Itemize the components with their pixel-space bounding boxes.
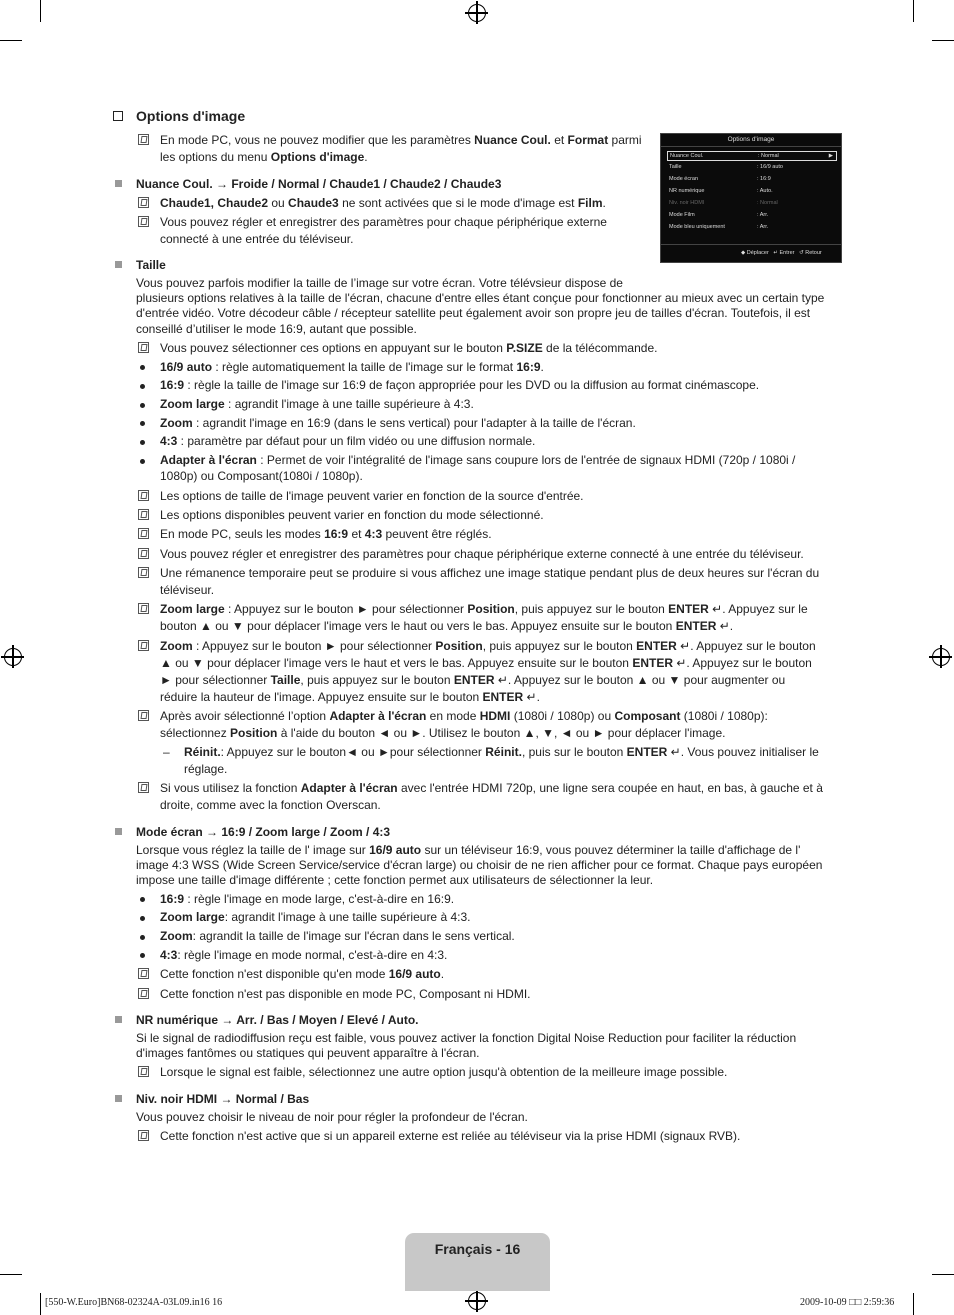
bullet-icon <box>140 953 145 958</box>
note-icon <box>138 216 149 227</box>
crop-mark <box>40 1293 41 1315</box>
taille-note-cont: téléviseur. <box>160 583 215 597</box>
nr-heading: NR numérique → Arr. / Bas / Moyen / Elevé / Auto. <box>136 1013 419 1027</box>
move-icon: ◆ <box>741 250 747 256</box>
osd-row: NR numérique : Auto. <box>669 188 773 194</box>
mode-bullet: 4:3: règle l'image en mode normal, c'est-à-dire en 4:3. <box>160 948 448 962</box>
zoom-note: Zoom : Appuyez sur le bouton ► pour sélectionner Position, puis appuyez sur le bouton ENTER ↵. Appuyez sur le bouton <box>160 639 816 653</box>
enter-icon: ↵ <box>672 656 687 670</box>
hdmi-para: Vous pouvez choisir le niveau de noir pour régler la profondeur de l'écran. <box>136 1110 528 1124</box>
crop-mark <box>913 1293 914 1315</box>
reinit-note: Réinit.: Appuyez sur le bouton◄ ou ►pour sélectionner Réinit., puis sur le bouton ENTER ↵. Vous pouvez initialiser le <box>184 745 819 759</box>
mode-note: Cette fonction n'est disponible qu'en mode 16/9 auto. <box>160 967 445 981</box>
mode-bullet: 16:9 : règle l'image en mode large, c'est-à-dire en 16:9. <box>160 892 455 906</box>
bullet-icon <box>140 421 145 426</box>
dash-bullet: – <box>163 745 170 759</box>
taille-note: Vous pouvez régler et enregistrer des paramètres pour chaque périphérique externe connecté à une entrée du téléviseur. <box>160 547 804 561</box>
bullet-icon <box>140 365 145 370</box>
enter-icon: ↵ <box>676 639 691 653</box>
mode-para: impose une taille d'image différente ; cette fonction permet aux utilisateurs de sélectionner la leur. <box>136 873 654 887</box>
note-icon <box>138 968 149 979</box>
osd-row: Taille : 16/9 auto <box>669 164 783 170</box>
crop-mark <box>0 1274 22 1275</box>
square-bullet-icon <box>115 261 122 268</box>
note-icon <box>138 567 149 578</box>
note-icon <box>138 988 149 999</box>
bullet-icon <box>140 440 145 445</box>
bullet-icon <box>140 935 145 940</box>
psize-note: Vous pouvez sélectionner ces options en appuyant sur le bouton P.SIZE de la télécommande. <box>160 341 658 355</box>
osd-row: Mode écran : 16:9 <box>669 176 771 182</box>
taille-para: conseillé d’utiliser le mode 16:9, autant que possible. <box>136 322 417 336</box>
page-number-tab <box>405 1233 550 1291</box>
taille-para: plusieurs options relatives à la taille de l'écran, chacune d'entre elles étant conçue pour fonctionner au mieux avec un certain type <box>136 291 825 305</box>
nr-para: d'images fantômes ou statiques qui peuvent apparaître à l'écran. <box>136 1046 480 1060</box>
mode-bullet: Zoom: agrandit la taille de l'image sur l'écran dans le sens vertical. <box>160 929 515 943</box>
osd-arrow-right-icon: ▶ <box>828 153 833 159</box>
taille-bullet-cont: 1080p) ou Composant(1080i / 1080p). <box>160 469 363 483</box>
crop-mark <box>932 1274 954 1275</box>
mode-bullet: Zoom large: agrandit l'image à une taille supérieure à 4:3. <box>160 910 471 924</box>
overscan-note: Si vous utilisez la fonction Adapter à l'écran avec l'entrée HDMI 720p, une ligne sera coupée en haut, en bas, à gauche et à <box>160 781 823 795</box>
square-bullet-icon <box>115 180 122 187</box>
enter-icon: ↵ <box>708 602 723 616</box>
square-bullet-icon <box>115 828 122 835</box>
taille-note: En mode PC, seuls les modes 16:9 et 4:3 peuvent être réglés. <box>160 527 492 541</box>
crop-mark <box>40 0 41 22</box>
adapter-note-cont: sélectionnez Position à l'aide du bouton ◄ ou ►. Utilisez le bouton ▲, ▼, ◄ ou ► pour déplacer l'image. <box>160 726 726 740</box>
note-icon <box>138 782 149 793</box>
crop-mark <box>913 0 914 22</box>
intro-note-line2: les options du menu Options d'image. <box>160 150 368 164</box>
crop-mark <box>932 40 954 41</box>
taille-note: Une rémanence temporaire peut se produire si vous affichez une image statique pendant plus de deux heures sur l'écran du <box>160 566 820 580</box>
enter-icon: ↵ <box>667 745 681 759</box>
bullet-icon <box>140 897 145 902</box>
note-icon <box>138 490 149 501</box>
remote-note-icon <box>138 342 149 353</box>
overscan-note-cont: droite, comme avec la fonction Overscan. <box>160 798 381 812</box>
note-icon <box>138 1130 149 1141</box>
note-icon <box>138 548 149 559</box>
osd-divider <box>661 244 841 245</box>
registration-mark-icon <box>468 4 486 22</box>
page-label: Français - 16 <box>434 1241 521 1257</box>
taille-bullet: 16:9 : règle la taille de l'image sur 16:9 de façon appropriée pour les DVD ou la diffusion au format cinémascope. <box>160 378 760 392</box>
bullet-icon <box>140 384 145 389</box>
zoom-note-cont: ▲ ou ▼ pour déplacer l'image vers le haut et vers le bas. Appuyez ensuite sur le bouton ENTER ↵. Appuyez sur le bouton <box>160 656 812 670</box>
enter-icon: ↵ <box>716 619 730 633</box>
taille-bullet: 16/9 auto : règle automatiquement la taille de l'image sur le format 16:9. <box>160 360 544 374</box>
note-icon <box>138 134 149 145</box>
mode-heading: Mode écran → 16:9 / Zoom large / Zoom / 4:3 <box>136 825 391 839</box>
hdmi-heading: Niv. noir HDMI → Normal / Bas <box>136 1092 310 1106</box>
nuance-note2-line2: connecté à une entrée du téléviseur. <box>160 232 354 246</box>
mode-para: Lorsque vous réglez la taille de l' image sur 16/9 auto sur un téléviseur 16:9, vous pouvez déterminer la taille d'affichage de l' <box>136 843 801 857</box>
taille-para: Vous pouvez parfois modifier la taille de l’image sur votre écran. Votre télévsieur dispose de <box>136 276 623 290</box>
osd-title: Options d'image <box>727 136 775 143</box>
nuance-heading: Nuance Coul. → Froide / Normal / Chaude1 / Chaude2 / Chaude3 <box>136 177 502 191</box>
mode-para: image 4:3 WSS (Wide Screen Service/service d'écran large) ou choisir de ne rien afficher pour ce format. Chaque pays européen <box>136 858 823 872</box>
osd-row: Niv. noir HDMI : Normal <box>669 200 778 206</box>
zoom-note-cont: réduire la hauteur de l'image. Appuyez ensuite sur le bouton ENTER ↵. <box>160 690 540 704</box>
note-icon <box>138 710 149 721</box>
bullet-icon <box>140 916 145 921</box>
zoom-large-note: Zoom large : Appuyez sur le bouton ► pour sélectionner Position, puis appuyez sur le bouton ENTER ↵. Appuyez sur le <box>160 602 808 616</box>
zoom-large-note-cont: bouton ▲ ou ▼ pour déplacer l'image vers le haut ou vers le bas. Appuyez ensuite sur le bouton ENTER ↵. <box>160 619 734 633</box>
registration-mark-icon <box>4 648 22 666</box>
registration-mark-icon <box>468 1292 486 1310</box>
taille-note: Les options de taille de l'image peuvent varier en fonction de la source d'entrée. <box>160 489 584 503</box>
hdmi-note: Cette fonction n'est active que si un appareil externe est reliée au téléviseur via la prise HDMI (signaux RVB). <box>160 1129 741 1143</box>
enter-icon: ↵ <box>494 673 508 687</box>
bullet-icon <box>140 403 145 408</box>
intro-note-line1: En mode PC, vous ne pouvez modifier que les paramètres Nuance Coul. et Format parmi <box>160 133 642 147</box>
nuance-note2-line1: Vous pouvez régler et enregistrer des paramètres pour chaque périphérique externe <box>160 215 607 229</box>
zoom-note-cont: ► pour sélectionner Taille, puis appuyez sur le bouton ENTER ↵. Appuyez sur le bouton ▲ ou ▼ pour augmenter ou <box>160 673 786 687</box>
note-icon <box>138 509 149 520</box>
print-date: 2009-10-09 □□ 2:59:36 <box>800 1297 895 1308</box>
mode-note: Cette fonction n'est pas disponible en mode PC, Composant ni HDMI. <box>160 987 531 1001</box>
taille-bullet: 4:3 : paramètre par défaut pour un film vidéo ou une diffusion normale. <box>160 434 536 448</box>
nuance-note1: Chaude1, Chaude2 ou Chaude3 ne sont activées que si le mode d'image est Film. <box>160 196 606 210</box>
osd-menu-screenshot <box>660 133 842 263</box>
note-icon <box>138 197 149 208</box>
nr-note: Lorsque le signal est faible, sélectionnez une autre option jusqu'à obtention de la meilleure image possible. <box>160 1065 728 1079</box>
square-bullet-icon <box>115 1095 122 1102</box>
file-info: [550-W.Euro]BN68-02324A-03L09.in16 16 <box>45 1297 223 1308</box>
osd-row: Mode Film : Arr. <box>669 212 769 218</box>
note-icon <box>138 640 149 651</box>
nr-para: Si le signal de radiodiffusion reçu est faible, vous pouvez activer la fonction Digital Noise Reduction pour faciliter la réduction <box>136 1031 797 1045</box>
note-icon <box>138 528 149 539</box>
adapter-note: Après avoir sélectionné l’option Adapter à l'écran en mode HDMI (1080i / 1080p) ou Composant (1080i / 1080p): <box>160 709 768 723</box>
enter-icon: ↵ <box>523 690 537 704</box>
enter-icon: ↵ <box>773 250 780 256</box>
osd-row: Mode bleu uniquement : Arr. <box>669 224 769 230</box>
crop-mark <box>0 40 22 41</box>
taille-bullet: Zoom large : agrandit l'image à une taille supérieure à 4:3. <box>160 397 474 411</box>
section-checkbox-icon <box>113 111 123 121</box>
osd-divider <box>661 146 841 147</box>
osd-nav-bar: ◆ Déplacer ↵ Entrer ↺ Retour <box>741 250 822 256</box>
square-bullet-icon <box>115 1016 122 1023</box>
taille-note: Les options disponibles peuvent varier en fonction du mode sélectionné. <box>160 508 544 522</box>
note-icon <box>138 1066 149 1077</box>
note-icon <box>138 603 149 614</box>
return-icon: ↺ <box>799 250 806 256</box>
registration-mark-icon <box>932 648 950 666</box>
section-title: Options d'image <box>136 108 246 124</box>
bullet-icon <box>140 459 145 464</box>
taille-para: d'entrée vidéo. Votre décodeur câble / récepteur satellite peut également avoir son propre jeu de tailles d'écran. Toutefois, il est <box>136 306 811 320</box>
osd-row-selected: Nuance Coul. : Normal ▶ <box>667 151 837 161</box>
reinit-note-cont: réglage. <box>184 762 228 776</box>
taille-bullet: Adapter à l'écran : Permet de voir l'intégralité de l'image sans coupure lors de l'entrée de signaux HDMI (720p / 1080i / <box>160 453 796 467</box>
taille-bullet: Zoom : agrandit l'image en 16:9 (dans le sens vertical) pour l'adapter à la taille de l'écran. <box>160 416 636 430</box>
taille-heading: Taille <box>136 258 166 272</box>
